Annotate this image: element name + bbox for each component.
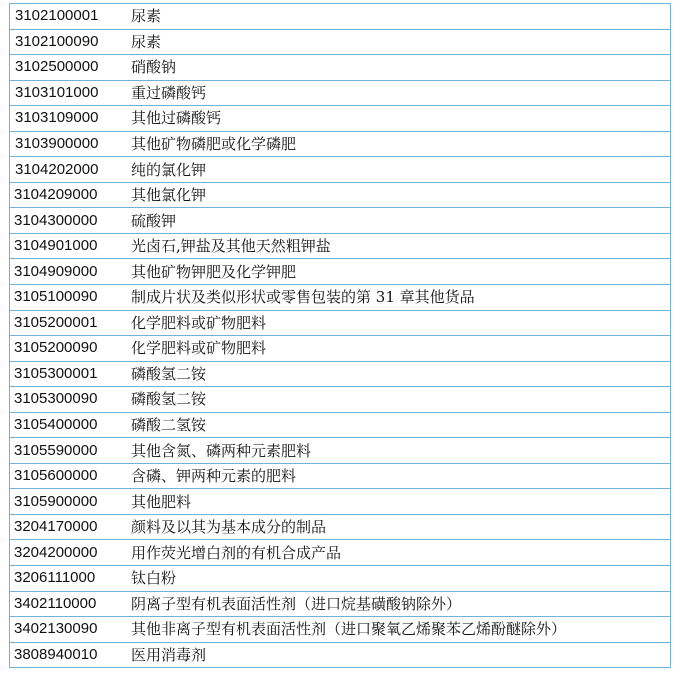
table-row <box>10 208 671 234</box>
table-row <box>10 131 671 157</box>
table-row <box>10 463 671 489</box>
hs-code-cell: 3808940010 <box>10 642 128 668</box>
table-row <box>10 489 671 515</box>
product-name-cell: 其他过磷酸钙 <box>127 106 671 132</box>
table-row <box>10 259 671 285</box>
table-row <box>10 540 671 566</box>
product-name-cell: 磷酸氢二铵 <box>127 387 671 413</box>
table-row <box>10 29 671 55</box>
table-row <box>10 642 671 668</box>
table-row <box>10 387 671 413</box>
hs-code-cell: 3105200090 <box>10 336 128 362</box>
product-name-cell: 其他肥料 <box>127 489 671 515</box>
table-row <box>10 336 671 362</box>
product-name-cell: 光卤石,钾盐及其他天然粗钾盐 <box>127 233 671 259</box>
product-name-cell: 硫酸钾 <box>127 208 671 234</box>
table-row <box>10 566 671 592</box>
hs-code-cell: 3204170000 <box>10 514 128 540</box>
table-body <box>10 4 671 668</box>
product-name-cell: 其他含氮、磷两种元素肥料 <box>127 438 671 464</box>
product-name-cell: 钛白粉 <box>127 566 671 592</box>
hs-code-cell: 3105100090 <box>10 285 128 311</box>
product-name-cell: 其他矿物磷肥或化学磷肥 <box>127 131 671 157</box>
product-name-cell: 磷酸二氢铵 <box>127 412 671 438</box>
table-row <box>10 310 671 336</box>
product-name-cell: 其他矿物钾肥及化学钾肥 <box>127 259 671 285</box>
hs-code-cell: 3105900000 <box>10 489 128 515</box>
product-name-cell: 磷酸氢二铵 <box>127 361 671 387</box>
table-row <box>10 106 671 132</box>
hs-code-cell: 3102500000 <box>10 55 128 81</box>
table-row <box>10 591 671 617</box>
hs-code-cell: 3103101000 <box>10 80 128 106</box>
hs-code-cell: 3204200000 <box>10 540 128 566</box>
table-row <box>10 438 671 464</box>
table-row <box>10 4 671 30</box>
hs-code-table <box>9 3 671 668</box>
hs-code-cell: 3104209000 <box>10 182 128 208</box>
hs-code-cell: 3402130090 <box>10 617 128 643</box>
table-row <box>10 182 671 208</box>
table-row <box>10 233 671 259</box>
hs-code-cell: 3105200001 <box>10 310 128 336</box>
product-name-cell: 重过磷酸钙 <box>127 80 671 106</box>
product-name-cell: 颜料及以其为基本成分的制品 <box>127 514 671 540</box>
hs-code-cell: 3402110000 <box>10 591 128 617</box>
table-row <box>10 361 671 387</box>
product-name-cell: 含磷、钾两种元素的肥料 <box>127 463 671 489</box>
product-name-cell: 化学肥料或矿物肥料 <box>127 336 671 362</box>
table-row <box>10 514 671 540</box>
product-name-cell: 用作荧光增白剂的有机合成产品 <box>127 540 671 566</box>
product-name-cell: 化学肥料或矿物肥料 <box>127 310 671 336</box>
table-row <box>10 412 671 438</box>
product-name-cell: 制成片状及类似形状或零售包装的第 31 章其他货品 <box>127 285 671 311</box>
table-row <box>10 617 671 643</box>
hs-code-cell: 3105300001 <box>10 361 128 387</box>
hs-code-cell: 3206111000 <box>10 566 128 592</box>
hs-code-cell: 3105590000 <box>10 438 128 464</box>
hs-code-cell: 3105300090 <box>10 387 128 413</box>
hs-code-cell: 3102100001 <box>10 4 128 30</box>
hs-code-cell: 3104901000 <box>10 233 128 259</box>
product-name-cell: 其他非离子型有机表面活性剂（进口聚氧乙烯聚苯乙烯酚醚除外） <box>127 617 671 643</box>
product-name-cell: 其他氯化钾 <box>127 182 671 208</box>
hs-code-cell: 3104300000 <box>10 208 128 234</box>
table-row <box>10 157 671 183</box>
hs-code-cell: 3105600000 <box>10 463 128 489</box>
hs-code-cell: 3105400000 <box>10 412 128 438</box>
table-row <box>10 285 671 311</box>
hs-code-cell: 3103900000 <box>10 131 128 157</box>
table-row <box>10 80 671 106</box>
product-name-cell: 阴离子型有机表面活性剂（进口烷基磺酸钠除外） <box>127 591 671 617</box>
hs-code-cell: 3104909000 <box>10 259 128 285</box>
product-name-cell: 医用消毒剂 <box>127 642 671 668</box>
hs-code-cell: 3102100090 <box>10 29 128 55</box>
hs-code-cell: 3103109000 <box>10 106 128 132</box>
table-row <box>10 55 671 81</box>
product-name-cell: 尿素 <box>127 4 671 30</box>
product-name-cell: 尿素 <box>127 29 671 55</box>
product-name-cell: 硝酸钠 <box>127 55 671 81</box>
hs-code-cell: 3104202000 <box>10 157 128 183</box>
product-name-cell: 纯的氯化钾 <box>127 157 671 183</box>
